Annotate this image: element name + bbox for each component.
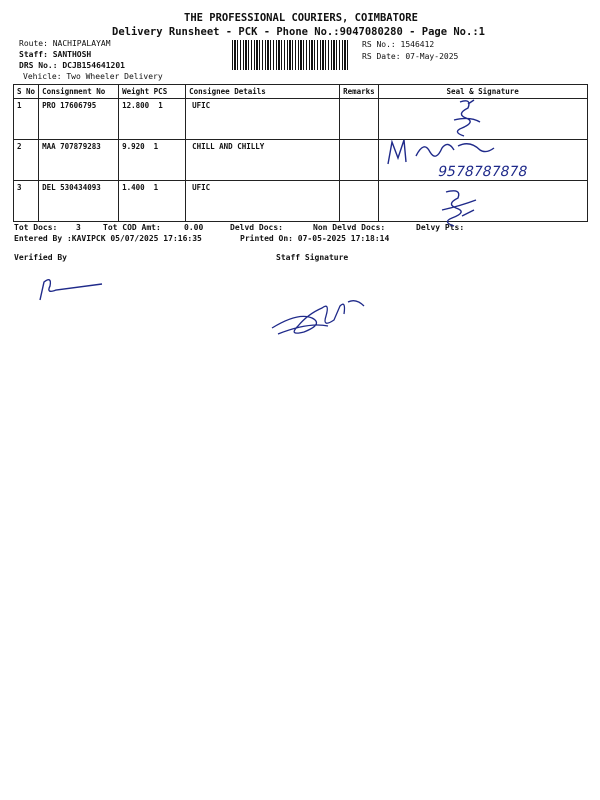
header-seal-signature: Seal & Signature — [378, 85, 587, 99]
cell-consignee: UFIC — [186, 99, 340, 140]
header-sno: S No — [14, 85, 39, 99]
cell-consignment: MAA 707879283 — [39, 140, 119, 181]
cell-weight-pcs — [119, 140, 186, 181]
cell-weight-pcs — [119, 181, 186, 222]
table-header-row — [14, 85, 588, 99]
cell-pcs: 1 — [153, 183, 159, 192]
tot-cod-label: Tot COD Amt: — [103, 223, 161, 232]
cell-consignee: UFIC — [186, 181, 340, 222]
non-delvd-docs-label: Non Delvd Docs: — [313, 223, 386, 232]
cell-pcs: 1 — [158, 101, 163, 110]
cell-consignment: PRO 17606795 — [39, 99, 119, 140]
cell-remarks — [340, 181, 379, 222]
cell-sno: 3 — [14, 181, 39, 222]
cell-weight: 12.800 — [122, 101, 150, 110]
staff-signature — [268, 292, 378, 342]
staff-signature-label: Staff Signature — [276, 253, 349, 262]
cell-remarks — [340, 140, 379, 181]
drs-number: DRS No.: DCJB154641201 — [19, 61, 125, 70]
runsheet-title: Delivery Runsheet - PCK - Phone No.:9047080280 - Page No.:1 — [112, 26, 485, 38]
table-row — [14, 99, 588, 140]
verified-by-label: Verified By — [14, 253, 67, 262]
cell-weight: 9.920 — [122, 142, 145, 151]
cell-weight: 1.400 — [122, 183, 145, 192]
rs-number: RS No.: 1546412 — [362, 40, 435, 49]
staff-text: Staff: SANTHOSH — [19, 50, 92, 59]
tot-cod-value: 0.00 — [184, 223, 204, 232]
cell-seal — [378, 181, 587, 222]
row3-signature — [432, 186, 482, 230]
route-text: Route: NACHIPALAYAM — [19, 39, 111, 48]
header-consignment-no: Consignment No — [39, 85, 119, 99]
cell-remarks — [340, 99, 379, 140]
vehicle-text: Vehicle: Two Wheeler Delivery — [23, 72, 163, 81]
row2-signature — [384, 136, 504, 166]
row2-handwritten-phone: 9578787878 — [436, 164, 529, 180]
cell-consignee: CHILL AND CHILLY — [186, 140, 340, 181]
company-title: THE PROFESSIONAL COURIERS, COIMBATORE — [184, 12, 418, 24]
header-remarks: Remarks — [340, 85, 379, 99]
header-consignee-details: Consignee Details — [186, 85, 340, 99]
header-weight-pcs: Weight PCS — [119, 85, 186, 99]
cell-consignment: DEL 530434093 — [39, 181, 119, 222]
barcode — [232, 40, 348, 70]
rs-date: RS Date: 07-May-2025 — [362, 52, 459, 61]
verifier-signature — [36, 274, 106, 304]
tot-docs-value: 3 — [76, 223, 81, 232]
tot-docs-label: Tot Docs: — [14, 223, 58, 232]
cell-weight-pcs — [119, 99, 186, 140]
entered-by: Entered By :KAVIPCK 05/07/2025 17:16:35 — [14, 234, 202, 243]
printed-on: Printed On: 07-05-2025 17:18:14 — [240, 234, 390, 243]
cell-sno: 1 — [14, 99, 39, 140]
delvd-docs-label: Delvd Docs: — [230, 223, 283, 232]
delvy-pts-label: Delvy Pts: — [416, 223, 465, 232]
cell-pcs: 1 — [153, 142, 159, 151]
cell-sno: 2 — [14, 140, 39, 181]
table-row — [14, 181, 588, 222]
